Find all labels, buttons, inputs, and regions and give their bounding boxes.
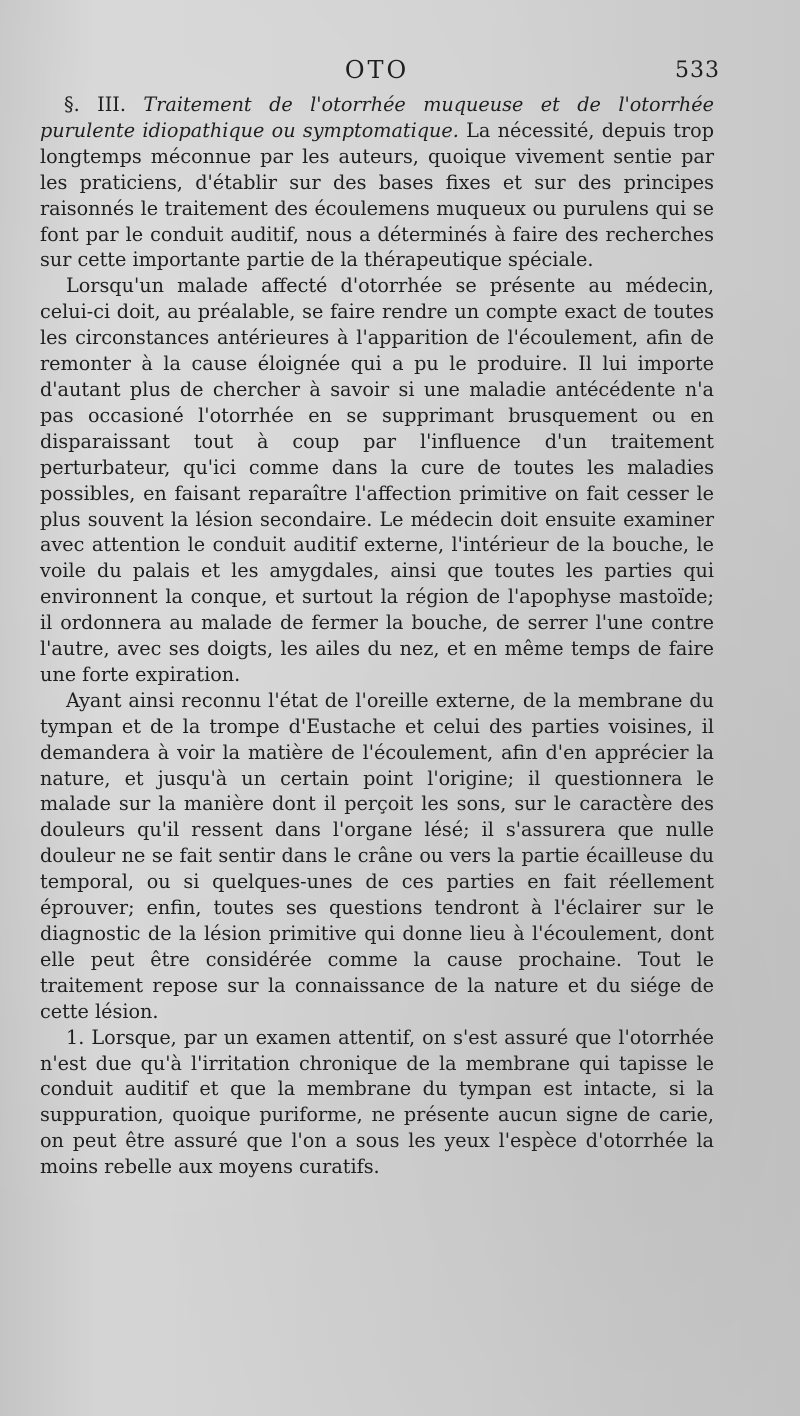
paragraph-1: Lorsqu'un malade affecté d'otorrhée se présente au médecin, celui-ci doit, au préalable, se faire rendre un compte exact de toutes les circonstances antérieures à l'apparition de l'écoulement, afin de remonter à la cause éloignée qui a pu le produire. Il lui importe d'autant plus de chercher à savoir si une maladie antécédente n'a pas occasioné l'otorrhée en se supprimant brusquement ou en disparaissant tout à coup par l'influence d'un traitement perturbateur, qu'ici comme dans la cure de toutes les maladies possibles, en faisant reparaître l'affection primitive on fait cesser le plus souvent la lésion secondaire. Le médecin doit ensuite examiner avec attention le conduit auditif externe, l'intérieur de la bouche, le voile du palais et les amygdales, ainsi que toutes les parties qui environnent la conque, et surtout la région de l'apophyse mastoïde; il ordonnera au malade de fermer la bouche, de serrer l'une contre l'autre, avec ses doigts, les ailes du nez, et en même temps de faire une forte expiration.	[40, 274, 714, 686]
paragraph-3: 1. Lorsque, par un examen attentif, on s'est assuré que l'otorrhée n'est due qu'à l'irritation chronique de la membrane qui tapisse le conduit auditif et que la membrane du tympan est intacte, si la suppuration, quoique puriforme, ne présente aucun signe de carie, on peut être assuré que l'on a sous les yeux l'espèce d'otorrhée la moins rebelle aux moyens curatifs.	[40, 1025, 714, 1179]
section-intro: La nécessité, depuis trop longtemps méconnue par les auteurs, quoique vivement sentie par les praticiens, d'établir sur des bases fixes et sur des principes raisonnés le traitement des écoulemens muqueux ou purulens qui se font par le conduit auditif, nous a déterminés à faire des recherches sur cette importante partie de la thérapeutique spéciale.	[40, 118, 714, 272]
page-number: 533	[675, 58, 720, 83]
paragraph-2: Ayant ainsi reconnu l'état de l'oreille externe, de la membrane du tympan et de la trompe d'Eustache et celui des parties voisines, il demandera à voir la matière de l'écoulement, afin d'en apprécier la nature, et jusqu'à un certain point l'origine; il questionnera le malade sur la manière dont il perçoit les sons, sur le caractère des douleurs qu'il ressent dans l'organe lésé; il s'assurera que nulle douleur ne se fait sentir dans le crâne ou vers la partie écailleuse du temporal, ou si quelques-unes de ces parties en fait réellement éprouver; enfin, toutes ses questions tendront à l'éclairer sur le diagnostic de la lésion primitive qui donne lieu à l'écoulement, dont elle peut être considérée comme la cause prochaine. Tout le traitement repose sur la connaissance de la nature et du siége de cette lésion.	[40, 688, 714, 1023]
body-text	[40, 92, 714, 1180]
section-paragraph	[40, 92, 714, 273]
page-header	[40, 56, 720, 92]
running-head: OTO	[344, 56, 410, 84]
book-page	[40, 56, 720, 1306]
section-title: Traitement de l'otorrhée muqueuse et de l'otorrhée purulente idiopathique ou symptomatique.	[40, 93, 714, 142]
section-number: §. III.	[64, 93, 126, 116]
